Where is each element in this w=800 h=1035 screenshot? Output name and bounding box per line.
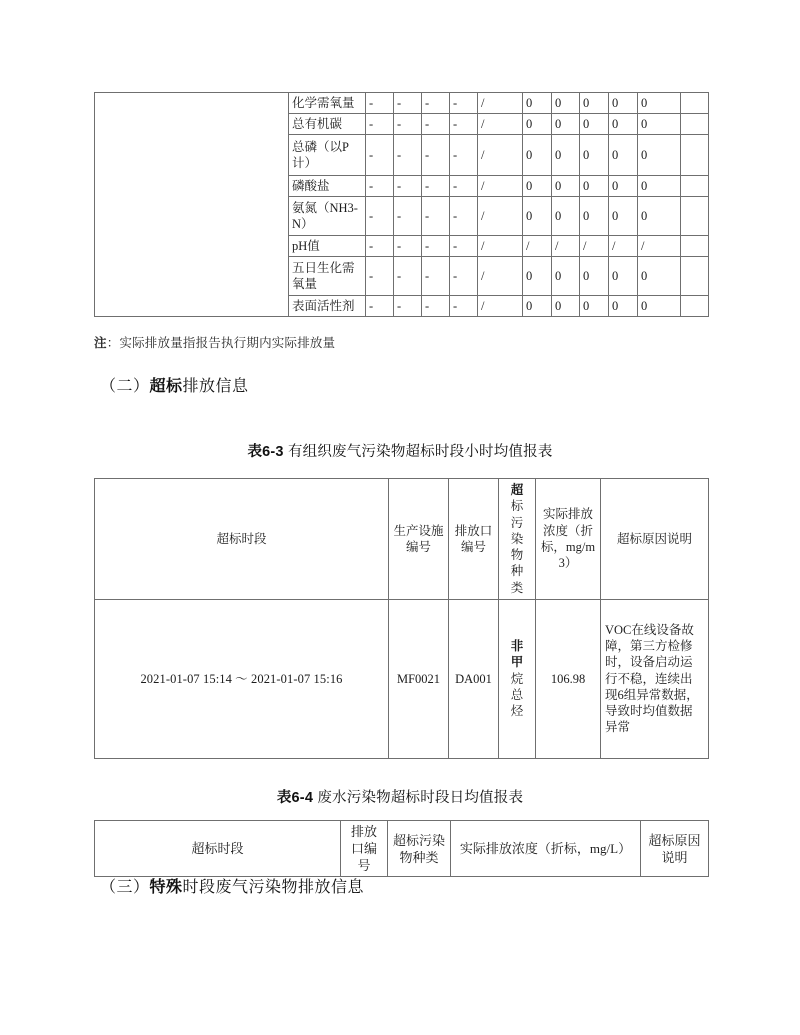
vchar: 污 — [510, 515, 524, 530]
cell-value: - — [450, 135, 478, 176]
pollutant-name: 五日生化需氧量 — [289, 257, 366, 296]
cell-actual-concentration: 106.98 — [536, 599, 601, 758]
table-row — [95, 599, 709, 758]
section-heading-3 — [100, 874, 364, 897]
cell-value: 0 — [638, 197, 681, 236]
section-title-strong: 超标 — [149, 378, 183, 395]
caption-text: 有组织废气污染物超标时段小时均值报表 — [287, 444, 553, 460]
cell-value: 0 — [523, 135, 552, 176]
cell-value: 0 — [580, 257, 609, 296]
cell-value: - — [366, 176, 394, 197]
header-actual-concentration: 实际排放浓度（折标，mg/L） — [451, 821, 641, 877]
cell-value: 0 — [552, 257, 580, 296]
section-marker: （二） — [100, 378, 150, 395]
cell-value: - — [366, 93, 394, 114]
cell-value: 0 — [523, 197, 552, 236]
cell-value: 0 — [523, 114, 552, 135]
header-reason: 超标原因说明 — [641, 821, 709, 877]
header-pollutant-type: 超标污染物种类 — [388, 821, 451, 877]
cell-value: - — [366, 236, 394, 257]
cell-value: 0 — [523, 296, 552, 317]
cell-value: / — [478, 135, 523, 176]
cell-facility-no: MF0021 — [389, 599, 449, 758]
note-label: 注 — [94, 336, 107, 350]
cell-value: 0 — [552, 197, 580, 236]
cell-value: - — [366, 257, 394, 296]
table-top-body — [95, 93, 709, 317]
cell-value: / — [478, 197, 523, 236]
cell-value: 0 — [552, 114, 580, 135]
header-pollutant-type — [499, 479, 536, 600]
wastewater-pollutant-table-fragment — [94, 92, 709, 317]
pollutant-name: 总有机碳 — [289, 114, 366, 135]
cell-value: - — [394, 114, 422, 135]
pollutant-name: 磷酸盐 — [289, 176, 366, 197]
vchar: 超 — [510, 483, 524, 497]
cell-value: 0 — [638, 93, 681, 114]
table-64-caption — [0, 786, 800, 807]
cell-value: / — [478, 93, 523, 114]
table-64-header-row — [95, 821, 709, 877]
pollutant-name: 氨氮（NH3-N） — [289, 197, 366, 236]
section-title-strong: 特殊 — [149, 879, 183, 896]
cell-value: - — [450, 257, 478, 296]
cell-value: 0 — [523, 93, 552, 114]
cell-value: 0 — [609, 114, 638, 135]
vchar: 类 — [510, 580, 524, 595]
cell-value: 0 — [580, 135, 609, 176]
cell-value: - — [422, 93, 450, 114]
cell-value: 0 — [609, 257, 638, 296]
vchar: 总 — [510, 687, 524, 702]
cell-value — [681, 93, 709, 114]
cell-value — [681, 236, 709, 257]
cell-value: - — [450, 176, 478, 197]
cell-value: 0 — [638, 296, 681, 317]
table-top — [94, 92, 709, 317]
cell-value: / — [478, 236, 523, 257]
caption-number: 表6-4 — [276, 790, 314, 806]
cell-value: - — [422, 176, 450, 197]
cell-value: 0 — [638, 176, 681, 197]
cell-value — [681, 114, 709, 135]
cell-value: - — [450, 197, 478, 236]
note-text: 实际排放量指报告执行期内实际排放量 — [119, 336, 336, 350]
cell-value: - — [394, 197, 422, 236]
cell-value: - — [366, 197, 394, 236]
cell-value: 0 — [609, 296, 638, 317]
cell-value: - — [394, 176, 422, 197]
cell-value — [681, 257, 709, 296]
cell-value: - — [394, 296, 422, 317]
table-63 — [94, 478, 709, 759]
cell-value: / — [580, 236, 609, 257]
cell-value: / — [523, 236, 552, 257]
cell-value: - — [366, 135, 394, 176]
cell-value: 0 — [580, 176, 609, 197]
pollutant-name: 表面活性剂 — [289, 296, 366, 317]
header-facility-no: 生产设施编号 — [389, 479, 449, 600]
cell-value: - — [450, 296, 478, 317]
cell-value: 0 — [580, 114, 609, 135]
cell-value: - — [450, 93, 478, 114]
header-actual-concentration: 实际排放浓度（折标，mg/m3） — [536, 479, 601, 600]
vchar: 物 — [510, 548, 524, 562]
cell-value: 0 — [638, 257, 681, 296]
cell-value: - — [422, 197, 450, 236]
cell-value: - — [394, 257, 422, 296]
cell-value — [681, 135, 709, 176]
table-64-wrapper — [94, 820, 709, 877]
header-outlet-no: 排放口编号 — [449, 479, 499, 600]
cell-value: 0 — [523, 257, 552, 296]
cell-value: / — [638, 236, 681, 257]
header-outlet-no: 排放口编号 — [341, 821, 388, 877]
table-note — [94, 333, 335, 351]
header-period: 超标时段 — [95, 821, 341, 877]
vchar: 标 — [510, 499, 524, 514]
cell-value: / — [478, 296, 523, 317]
vchar: 甲 — [510, 655, 524, 670]
cell-value: / — [478, 176, 523, 197]
cell-value: 0 — [580, 197, 609, 236]
cell-value: - — [450, 236, 478, 257]
cell-value: 0 — [552, 176, 580, 197]
cell-value: - — [422, 296, 450, 317]
vchar: 烃 — [510, 704, 524, 719]
vchar: 非 — [510, 639, 524, 654]
table-64 — [94, 820, 709, 877]
cell-value: 0 — [552, 135, 580, 176]
cell-value: - — [394, 93, 422, 114]
cell-value: - — [366, 296, 394, 317]
cell-value: 0 — [580, 93, 609, 114]
cell-reason: VOC在线设备故障，第三方检修时，设备启动运行不稳，连续出现6组异常数据，导致时均值数据异常 — [601, 599, 709, 758]
vchar: 烷 — [510, 671, 524, 686]
cell-value: - — [422, 257, 450, 296]
cell-value — [681, 296, 709, 317]
merged-blank-cell — [95, 93, 289, 317]
cell-value: - — [394, 236, 422, 257]
cell-value: - — [422, 236, 450, 257]
table-63-wrapper — [94, 478, 709, 759]
cell-value: 0 — [609, 197, 638, 236]
pollutant-name: 化学需氧量 — [289, 93, 366, 114]
header-reason: 超标原因说明 — [601, 479, 709, 600]
section-heading-2 — [100, 373, 249, 396]
header-period: 超标时段 — [95, 479, 389, 600]
cell-value: 0 — [638, 114, 681, 135]
cell-value: / — [552, 236, 580, 257]
note-separator: ： — [106, 336, 120, 350]
cell-value: 0 — [638, 135, 681, 176]
section-title-rest: 时段废气污染物排放信息 — [182, 879, 365, 896]
cell-value: 0 — [552, 296, 580, 317]
cell-value: / — [609, 236, 638, 257]
section-title-rest: 排放信息 — [182, 378, 249, 395]
pollutant-name: 总磷（以P计） — [289, 135, 366, 176]
caption-text: 废水污染物超标时段日均值报表 — [317, 790, 524, 806]
cell-value: 0 — [609, 176, 638, 197]
pollutant-name: pH值 — [289, 236, 366, 257]
vchar: 种 — [510, 564, 524, 579]
table-row — [95, 93, 709, 114]
cell-value: - — [366, 114, 394, 135]
table-63-header-row — [95, 479, 709, 600]
table-63-caption — [0, 440, 800, 461]
cell-value: - — [394, 135, 422, 176]
cell-value: - — [422, 135, 450, 176]
cell-value: 0 — [580, 296, 609, 317]
cell-value: / — [478, 114, 523, 135]
cell-value: 0 — [609, 93, 638, 114]
cell-value: - — [450, 114, 478, 135]
cell-value: / — [478, 257, 523, 296]
vchar: 染 — [510, 531, 524, 546]
cell-outlet-no: DA001 — [449, 599, 499, 758]
cell-value: 0 — [552, 93, 580, 114]
cell-value — [681, 176, 709, 197]
cell-value: - — [422, 114, 450, 135]
cell-pollutant-type — [499, 599, 536, 758]
cell-value: 0 — [609, 135, 638, 176]
cell-value — [681, 197, 709, 236]
section-marker: （三） — [100, 879, 150, 896]
cell-period: 2021-01-07 15:14 ～ 2021-01-07 15:16 — [95, 599, 389, 758]
cell-value: 0 — [523, 176, 552, 197]
caption-number: 表6-3 — [247, 444, 284, 460]
